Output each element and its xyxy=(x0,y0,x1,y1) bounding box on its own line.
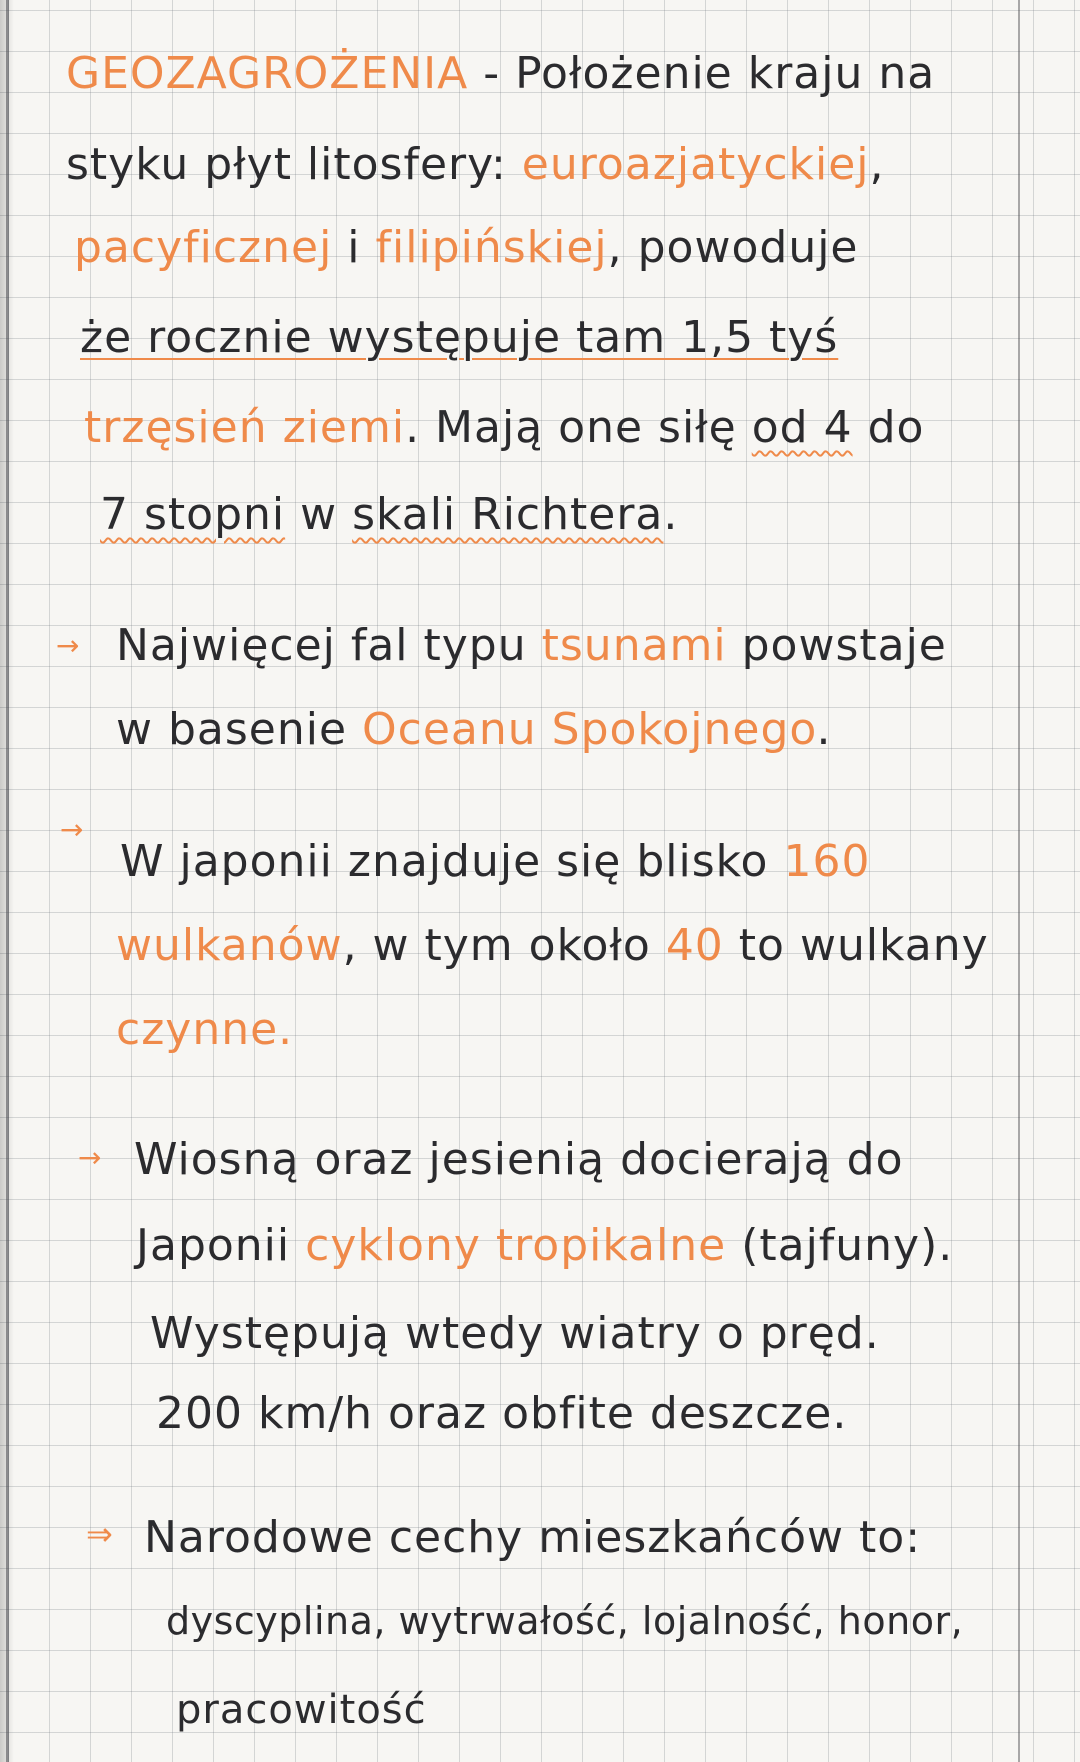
text-fragment: . xyxy=(816,704,832,755)
text-fragment: (tajfuny). xyxy=(726,1220,954,1271)
text-fragment: pracowitość xyxy=(176,1687,427,1733)
section-title: GEOZAGROŻENIA xyxy=(66,48,469,99)
text-fragment: Wiosną oraz jesienią docierają do xyxy=(134,1134,904,1185)
text-fragment: w basenie xyxy=(116,704,363,755)
magnitude-range-end: 7 stopni xyxy=(100,489,286,540)
bullet1-line-2 xyxy=(116,704,832,755)
section1-line-3 xyxy=(74,222,859,273)
highlight-pacific-ocean: Oceanu Spokojnego xyxy=(362,704,817,755)
bullet-arrow-icon: → xyxy=(60,813,84,846)
text-fragment: i xyxy=(332,222,376,273)
highlight-volcanoes: wulkanów xyxy=(116,920,343,971)
text-fragment: , xyxy=(869,139,885,190)
section1-line-5 xyxy=(84,402,925,453)
bullet3-line-3 xyxy=(150,1308,880,1359)
bullet2-line-2 xyxy=(116,920,989,971)
highlight-philippine: filipińskiej xyxy=(375,222,608,273)
conclusion-line-1 xyxy=(144,1512,922,1563)
text-fragment: dyscyplina, wytrwałość, lojalność, honor, xyxy=(166,1599,964,1643)
bullet2-line-1 xyxy=(120,836,871,887)
text-fragment: w xyxy=(285,489,353,540)
text-fragment: powstaje xyxy=(726,620,947,671)
highlight-cyclones: cyklony tropikalne xyxy=(305,1220,727,1271)
highlight-eurasian: euroazjatyckiej xyxy=(521,139,870,190)
residents-text: mieszkańców xyxy=(538,1512,845,1563)
bullet3-line-4 xyxy=(156,1388,848,1439)
text-fragment: to: xyxy=(844,1512,922,1563)
text-fragment: że rocznie występuje tam 1,5 tyś xyxy=(80,312,839,363)
text-fragment: , w tym około xyxy=(342,920,666,971)
bullet2-line-3 xyxy=(116,1004,294,1055)
text-fragment: . Mają one siłę xyxy=(405,402,752,453)
section1-line1-text: Położenie kraju na xyxy=(515,48,936,99)
conclusion-line-2 xyxy=(166,1599,964,1643)
text-fragment: Najwięcej fal typu xyxy=(116,620,542,671)
text-fragment: to wulkany xyxy=(723,920,989,971)
left-margin-line xyxy=(6,0,9,1762)
text-fragment: W japonii znajduje się blisko xyxy=(120,836,784,887)
text-fragment: 200 km/h oraz obfite deszcze. xyxy=(156,1388,848,1439)
text-fragment: , powoduje xyxy=(607,222,859,273)
section1-line-4 xyxy=(80,312,839,363)
highlight-40: 40 xyxy=(665,920,724,971)
section1-line-2 xyxy=(66,139,885,190)
text-fragment: Występują wtedy wiatry o pręd. xyxy=(150,1308,880,1359)
highlight-active: czynne. xyxy=(116,1004,294,1055)
double-arrow-icon: ⇒ xyxy=(86,1515,113,1553)
bullet1-line-1 xyxy=(116,620,947,671)
highlight-tsunami: tsunami xyxy=(541,620,727,671)
text-fragment: . xyxy=(663,489,679,540)
right-margin-line xyxy=(1018,0,1020,1762)
bullet-arrow-icon: → xyxy=(78,1141,102,1174)
text-fragment: Narodowe cechy xyxy=(144,1512,539,1563)
highlight-earthquakes: trzęsień ziemi xyxy=(84,402,406,453)
conclusion-line-3 xyxy=(176,1687,427,1733)
section1-line-1 xyxy=(66,48,936,99)
richter-scale: skali Richtera xyxy=(352,489,664,540)
magnitude-range-start: od 4 xyxy=(751,402,853,453)
text-fragment: styku płyt litosfery: xyxy=(66,139,522,190)
text-fragment: Japonii xyxy=(136,1220,306,1271)
text-fragment: do xyxy=(852,402,925,453)
title-dash: - xyxy=(468,48,516,99)
bullet3-line-2 xyxy=(136,1220,954,1271)
bullet-arrow-icon: → xyxy=(56,629,80,662)
highlight-pacific: pacyficznej xyxy=(74,222,333,273)
highlight-160: 160 xyxy=(783,836,871,887)
section1-line-6 xyxy=(100,489,679,540)
bullet3-line-1 xyxy=(134,1134,904,1185)
